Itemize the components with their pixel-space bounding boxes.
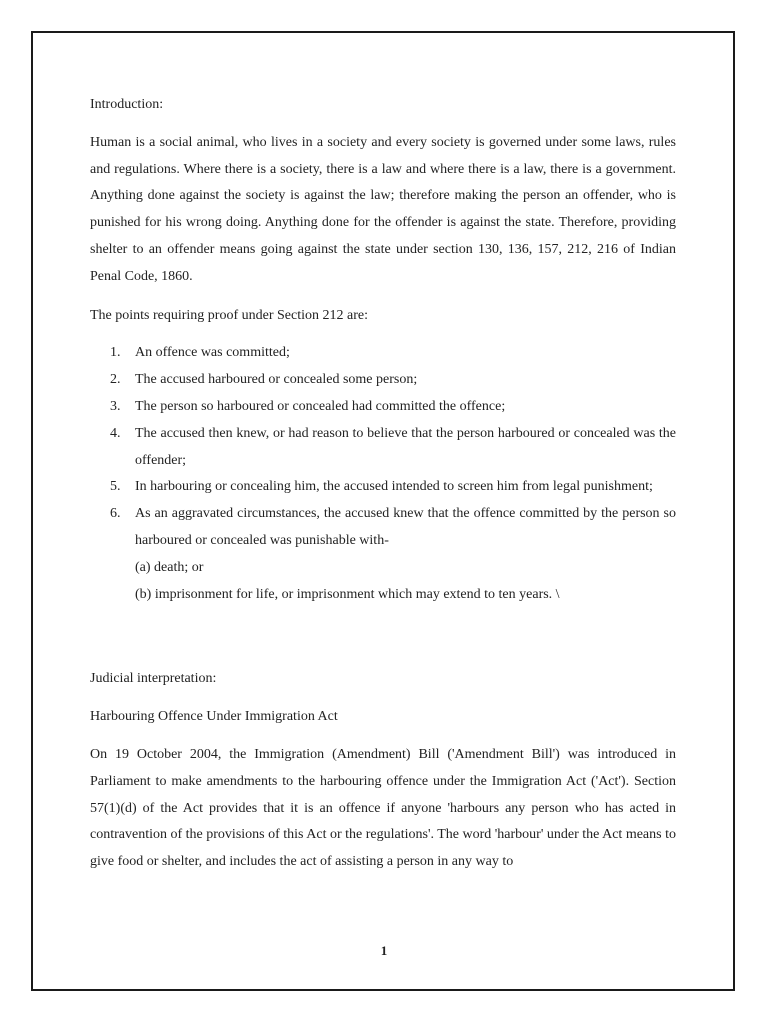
list-item-number: 4. <box>110 425 121 441</box>
list-item-number: 6. <box>110 506 121 522</box>
list-item <box>90 340 676 367</box>
list-item-number: 2. <box>110 372 121 388</box>
document-body <box>90 92 676 876</box>
list-item <box>90 501 676 555</box>
sub-item-death: (a) death; or <box>135 559 204 575</box>
list-item-text: The accused harboured or concealed some person; <box>135 372 418 388</box>
list-item-text: As an aggravated circumstances, the accused knew that the offence committed by the person so harboured or concealed was punishable with- <box>135 506 676 548</box>
list-item-text: In harbouring or concealing him, the accused intended to screen him from legal punishment; <box>135 479 653 495</box>
section-spacer <box>90 608 676 666</box>
list-item-text: The person so harboured or concealed had committed the offence; <box>135 398 506 414</box>
points-list <box>90 340 676 554</box>
judicial-heading: Judicial interpretation: <box>90 671 217 687</box>
list-item <box>90 474 676 501</box>
intro-heading: Introduction: <box>90 97 164 112</box>
points-heading: The points requiring proof under Section 212 are: <box>90 307 368 323</box>
list-item <box>90 394 676 421</box>
list-item-text: The accused then knew, or had reason to believe that the person harboured or concealed was the offender; <box>135 425 676 468</box>
list-item <box>90 421 676 475</box>
list-item-number: 5. <box>110 479 121 495</box>
list-item-number: 3. <box>110 398 121 414</box>
list-item <box>90 367 676 394</box>
harbour-heading: Harbouring Offence Under Immigration Act <box>90 709 338 725</box>
page-number: 1 <box>380 943 388 958</box>
sub-item-imprisonment: (b) imprisonment for life, or imprisonment which may extend to ten years. \ <box>135 586 560 602</box>
list-item-number: 1. <box>110 345 121 361</box>
harbour-paragraph: On 19 October 2004, the Immigration (Amendment) Bill ('Amendment Bill') was introduced in Parliament to make amendments to the harbouring offence under the Immigration Act ('Act'). Section 57(1)(d) of the Act provides that it is an offence if anyone 'harbours any person who has acted in contravention of the provisions of this Act or the regulations'. The word 'harbour' under the Act means to give food or shelter, and includes the act of assisting a person in any way to <box>90 746 676 870</box>
intro-paragraph: Human is a social animal, who lives in a society and every society is governed under some laws, rules and regulations. Where there is a society, there is a law and where there is a law, there is a government. Anything done against the society is against the law; therefore making the person an offender, who is punished for his wrong doing. Anything done for the offender is against the state. Therefore, providing shelter to an offender means going against the state under section 130, 136, 157, 212, 216 of Indian Penal Code, 1860. <box>90 134 676 284</box>
list-item-text: An offence was committed; <box>135 345 290 361</box>
